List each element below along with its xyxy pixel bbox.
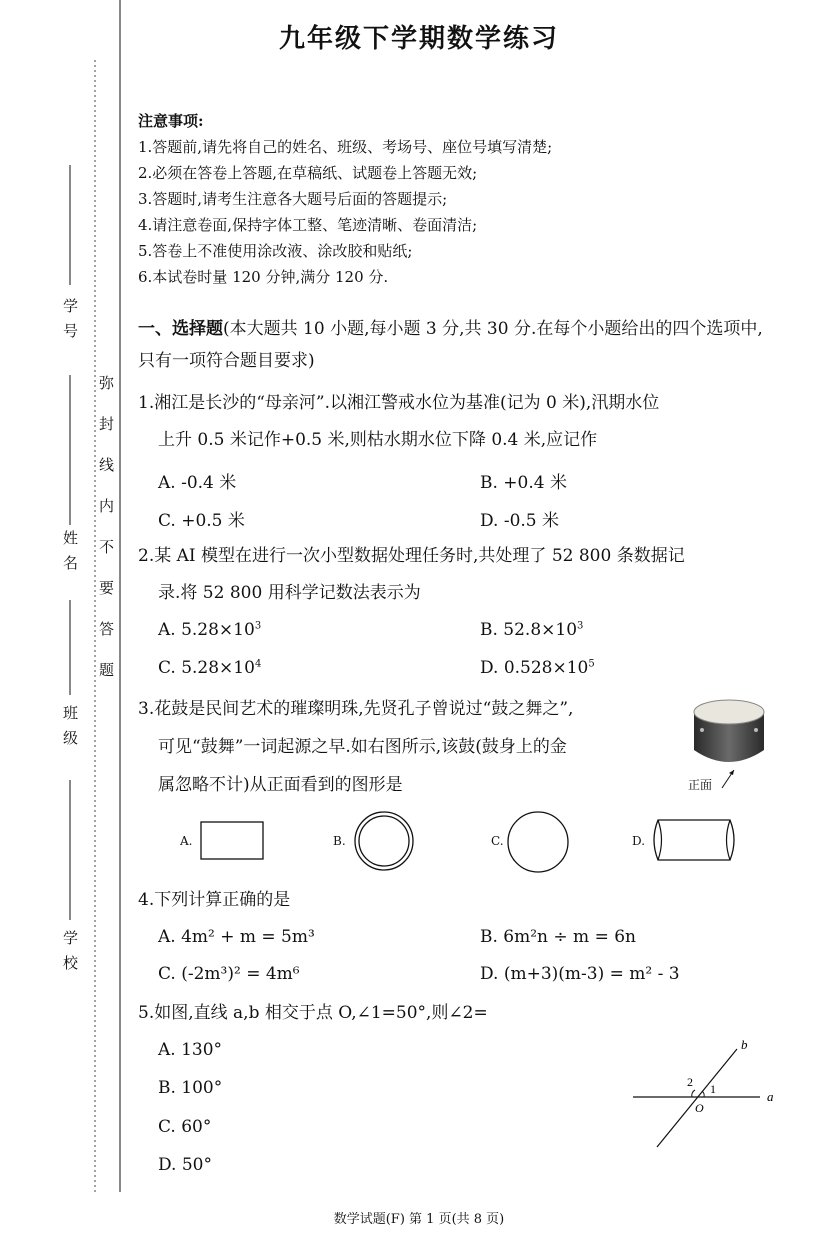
- note-item: 6.本试卷时量 120 分钟,满分 120 分.: [138, 268, 389, 286]
- q3-option-d-drum-shape: [650, 816, 740, 864]
- school-label: 学校: [61, 930, 79, 980]
- angle-1-arc: [702, 1091, 704, 1097]
- q5-option-d: D. 50°: [158, 1155, 212, 1175]
- q2-line2: 录.将 52 800 用科学记数法表示为: [158, 583, 421, 603]
- q5-intersecting-lines-figure: [625, 1035, 785, 1155]
- front-label: 正面: [688, 778, 713, 792]
- note-item: 4.请注意卷面,保持字体工整、笔迹清晰、卷面清洁;: [138, 216, 478, 234]
- name-label: 姓名: [61, 530, 79, 580]
- q2-c-base: C. 5.28×10: [158, 658, 255, 678]
- line-b: [657, 1049, 737, 1147]
- q1-option-b: B. +0.4 米: [480, 473, 567, 493]
- q2-option-b: [480, 620, 583, 640]
- drum-head: [694, 700, 764, 724]
- q2-option-a: [158, 620, 261, 640]
- q3-option-a-label: A.: [180, 834, 193, 848]
- q1-line2: 上升 0.5 米记作+0.5 米,则枯水期水位下降 0.4 米,应记作: [158, 430, 598, 450]
- q5-option-c: C. 60°: [158, 1117, 212, 1137]
- label-a: a: [767, 1089, 774, 1104]
- section-desc: (本大题共 10 小题,每小题 3 分,共 30 分.在每个小题给出的四个选项中,只有一项符合题目要求): [138, 319, 763, 371]
- angle-2-arc: [692, 1090, 695, 1097]
- label-angle-1: 1: [710, 1082, 716, 1096]
- q5-stem: 5.如图,直线 a,b 相交于点 O,∠1=50°,则∠2=: [138, 1003, 488, 1023]
- q1-line1: 1.湘江是长沙的“母亲河”.以湘江警戒水位为基准(记为 0 米),汛期水位: [138, 393, 660, 413]
- q3-line1: 3.花鼓是民间艺术的璀璨明珠,先贤孔子曾说过“鼓之舞之”,: [138, 699, 574, 719]
- label-angle-2: 2: [687, 1075, 693, 1089]
- q3-option-d-label: D.: [632, 834, 646, 848]
- q1-option-a: A. -0.4 米: [158, 473, 237, 493]
- drum-ring: [754, 728, 758, 732]
- q4-option-a: A. 4m² + m = 5m³: [158, 927, 315, 947]
- q2-a-exp: 3: [254, 620, 262, 632]
- q2-b-exp: 3: [577, 620, 584, 632]
- q3-option-c-circle: [506, 810, 570, 874]
- q1-option-d: D. -0.5 米: [480, 511, 560, 531]
- q2-c-exp: 4: [254, 658, 262, 670]
- label-b: b: [741, 1037, 748, 1052]
- page-title: 九年级下学期数学练习: [278, 24, 559, 54]
- student-no-label: 学号: [61, 298, 79, 348]
- q3-line2: 可见“鼓舞”一词起源之早.如右图所示,该鼓(鼓身上的金: [158, 737, 567, 757]
- drum-ring: [700, 728, 704, 732]
- section-title: 一、选择题: [138, 319, 223, 339]
- q5-option-b: B. 100°: [158, 1078, 223, 1098]
- arrow-head-icon: [729, 770, 734, 775]
- section-heading: [138, 313, 778, 377]
- q2-line1: 2.某 AI 模型在进行一次小型数据处理任务时,共处理了 52 800 条数据记: [138, 546, 685, 566]
- page-footer: 数学试题(F) 第 1 页(共 8 页): [333, 1212, 505, 1227]
- q3-option-b-double-circle: [353, 810, 415, 872]
- note-item: 2.必须在答卷上答题,在草稿纸、试题卷上答题无效;: [138, 164, 478, 182]
- note-item: 1.答题前,请先将自己的姓名、班级、考场号、座位号填写清楚;: [138, 138, 553, 156]
- q3-option-c-label: C.: [491, 834, 504, 848]
- seal-warning: 弥封线内不要答题: [97, 375, 115, 703]
- q3-option-b-label: B.: [333, 834, 346, 848]
- q4-option-d: D. (m+3)(m-3) = m² - 3: [480, 964, 680, 984]
- q1-option-c: C. +0.5 米: [158, 511, 245, 531]
- q2-b-base: B. 52.8×10: [480, 620, 578, 640]
- label-o: O: [695, 1101, 704, 1115]
- q3-option-a-rectangle: [198, 819, 268, 863]
- note-item: 5.答卷上不准使用涂改液、涂改胶和贴纸;: [138, 242, 413, 260]
- q2-d-exp: 5: [588, 658, 595, 670]
- class-label: 班级: [61, 705, 79, 755]
- q2-option-c: [158, 658, 261, 678]
- q2-option-d: [480, 658, 595, 678]
- note-item: 3.答题时,请考生注意各大题号后面的答题提示;: [138, 190, 448, 208]
- q4-option-c: C. (-2m³)² = 4m⁶: [158, 964, 300, 984]
- q2-d-base: D. 0.528×10: [480, 658, 589, 678]
- q4-stem: 4.下列计算正确的是: [138, 890, 291, 910]
- q5-option-a: A. 130°: [158, 1040, 223, 1060]
- q3-line3: 属忽略不计)从正面看到的图形是: [158, 775, 403, 795]
- notes-heading: 注意事项:: [138, 112, 204, 130]
- q4-option-b: B. 6m²n ÷ m = 6n: [480, 927, 636, 947]
- q2-a-base: A. 5.28×10: [158, 620, 255, 640]
